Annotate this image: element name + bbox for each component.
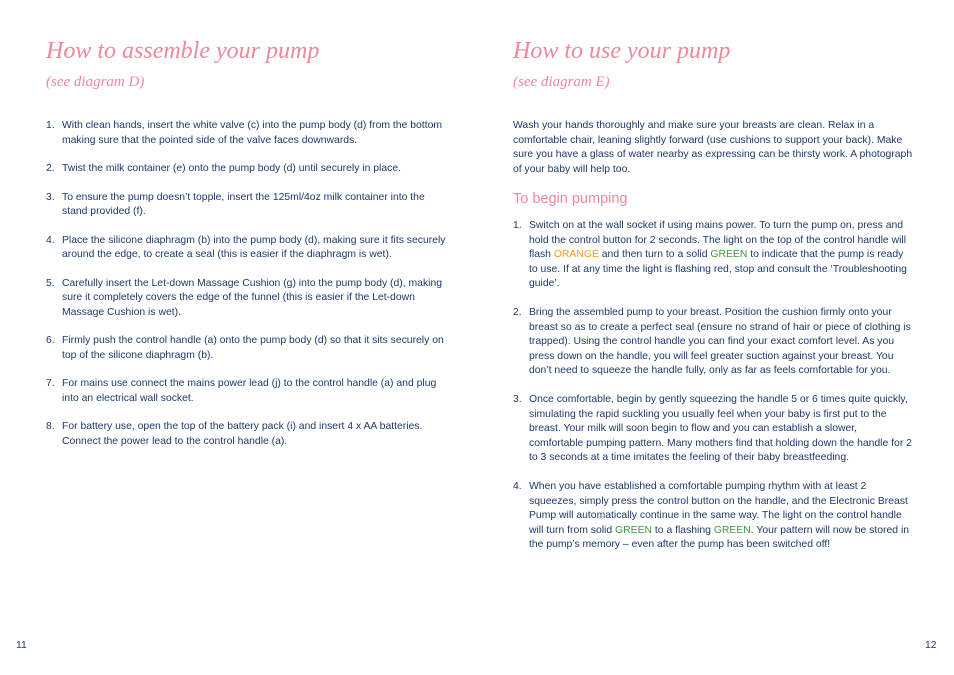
assembly-step: 5. Carefully insert the Let-down Massage Cushion (g) into the pump body (d), making sure it completely covers the edge of the funnel (this is easier if the Let-down Massage Cushion is wet).	[46, 277, 443, 318]
left-page-subtitle: (see diagram D)	[46, 74, 145, 90]
right-page-subtitle: (see diagram E)	[513, 74, 610, 90]
page-number-right: 12	[925, 640, 937, 651]
assembly-step: 3. To ensure the pump doesn’t topple, insert the 125ml/4oz milk container into the stand provided (f).	[46, 191, 425, 217]
green-light-label: GREEN	[615, 524, 652, 536]
pumping-step: 2. Bring the assembled pump to your breast. Position the cushion firmly onto your breast so as to create a perfect seal (ensure no strand of hair or piece of clothing is trapped). Using the control handle you can find your exact comfort level. As you press down on the handle, you will feel greater suction against your breast. You don’t need to squeeze the handle fully, only as far as feels comfortable for you.	[513, 307, 911, 376]
page-number-left: 11	[16, 640, 27, 651]
assembly-steps	[46, 119, 446, 463]
intro-paragraph: Wash your hands thoroughly and make sure your breasts are clean. Relax in a comfortable chair, leaning slightly forward (use cushions to support your back). Make sure you have a glass of water nearby as expressing can be thirsty work. A photograph of your baby will help too.	[513, 120, 913, 175]
assembly-step: 1. With clean hands, insert the white valve (c) into the pump body (d) from the bottom making sure that the pointed side of the valve faces downwards.	[46, 120, 443, 146]
assembly-step: 7. For mains use connect the mains power lead (j) to the control handle (a) and plug into an electrical wall socket.	[46, 378, 437, 404]
assembly-step: 8. For battery use, open the top of the battery pack (i) and insert 4 x AA batteries. Connect the power lead to the control handle (a).	[46, 421, 423, 447]
left-page-title: How to assemble your pump	[46, 38, 320, 64]
green-light-label: GREEN	[710, 249, 748, 260]
pumping-steps	[513, 219, 913, 567]
assembly-step: 6. Firmly push the control handle (a) onto the pump body (d) so that it sits securely on top of the silicone diaphragm (b).	[46, 335, 444, 361]
pumping-step: 3. Once comfortable, begin by gently squeezing the handle 5 or 6 times quite quickly, simulating the rapid suckling you usually feel when your baby is first put to the breast. Your milk will soon begin to flow and you can establish a slower, comfortable pumping pattern. Many mothers find that holding down the handle for 2 to 3 seconds at a time imitates the feeling of their baby breastfeeding.	[513, 394, 912, 463]
orange-light-label: ORANGE	[553, 249, 599, 260]
assembly-step: 4. Place the silicone diaphragm (b) into the pump body (d), making sure it fits securely around the edge, to create a seal (this is easier if the diaphragm is wet).	[46, 234, 446, 260]
green-light-label: GREEN	[713, 524, 751, 536]
pumping-step: 4. When you have established a comfortable pumping rhythm with at least 2 squeezes, simply press the control button on the handle, and the Electronic Breast Pump will automatically continue in the same way. The light on the control handle will turn from solid GREEN to a flashing GREEN. Your pattern will now be stored in the pump’s memory – even after the pump has been switched off!	[513, 481, 910, 550]
assembly-step: 2. Twist the milk container (e) onto the pump body (d) until securely in place.	[46, 163, 402, 174]
right-page-title: How to use your pump	[513, 38, 731, 64]
section-heading: To begin pumping	[513, 191, 628, 207]
pumping-step: 1. Switch on at the wall socket if using mains power. To turn the pump on, press and hold the control button for 2 seconds. The light on the top of the control handle will flash ORANGE and then turn to a solid GREEN to indicate that the pump is ready to use. If at any time the light is flashing red, stop and consult the ‘Troubleshooting guide’.	[513, 220, 907, 289]
